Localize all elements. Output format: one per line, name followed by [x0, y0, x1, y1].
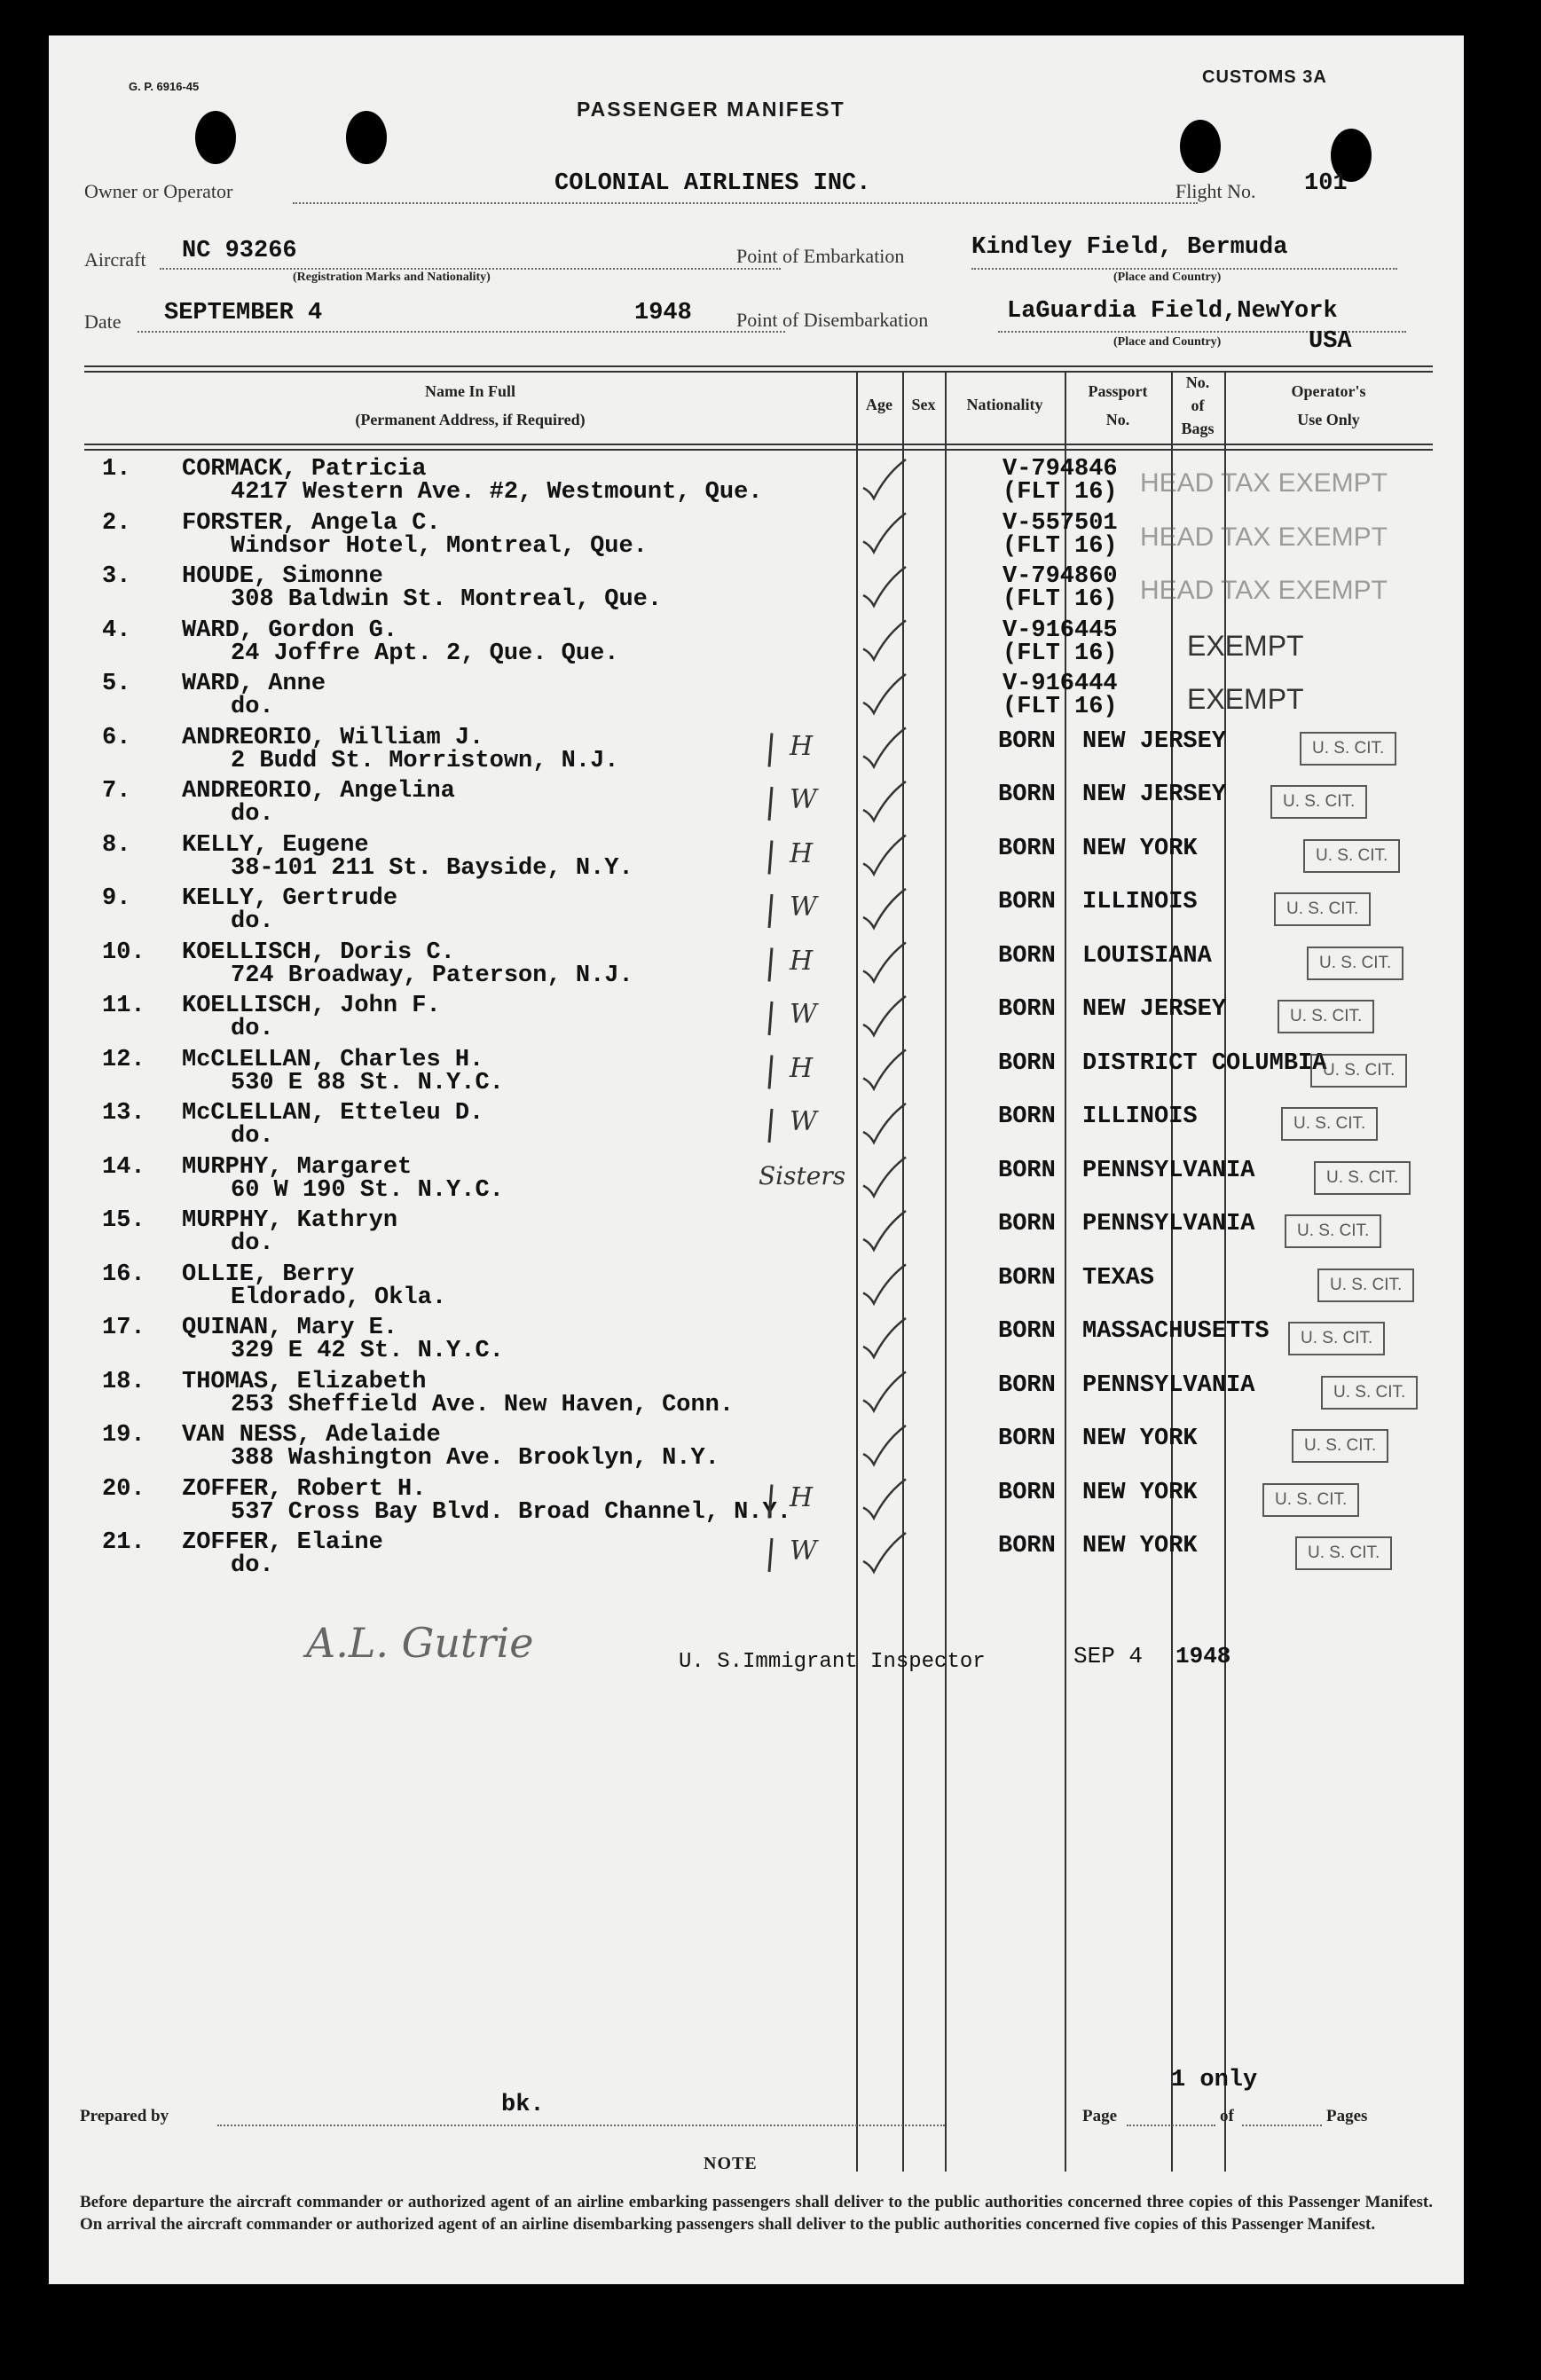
check-mark [863, 460, 906, 499]
row-number: 18. [102, 1368, 145, 1395]
passport-number: V-794846 [1002, 456, 1118, 483]
birthplace-value: ILLINOIS [1082, 1104, 1198, 1130]
check-mark [863, 514, 906, 553]
nationality-value: BORN [998, 996, 1056, 1023]
hand-stroke [769, 1485, 772, 1519]
passenger-address: do. [231, 1230, 274, 1257]
birthplace-value: NEW YORK [1082, 835, 1198, 862]
check-mark [863, 1372, 906, 1411]
owner-label: Owner or Operator [84, 180, 233, 202]
col-bags-line2: of [1191, 397, 1205, 414]
inspector-date: SEP 4 [1073, 1643, 1144, 1669]
note-text: Before departure the aircraft commander or authorized agent of an airline embarking passengers shall deliver to the public authorities concerned three copies of this Passenger Manifest. On arrival the aircraft commander or authorized agent of an airline disembarking passengers shall deliver to the public authorities concerned five copies of this Passenger Manifest. [80, 2193, 1433, 2234]
dotted-line [217, 2125, 945, 2126]
sex-mark: W [790, 999, 817, 1030]
birthplace-value: NEW YORK [1082, 1533, 1198, 1559]
row-number: 20. [102, 1475, 145, 1503]
nationality-value: BORN [998, 1371, 1056, 1399]
passenger-address: 537 Cross Bay Blvd. Broad Channel, N.Y. [231, 1498, 791, 1526]
check-mark [863, 1211, 906, 1250]
check-mark [863, 567, 906, 606]
passenger-name: THOMAS, Elizabeth [182, 1368, 427, 1395]
check-mark [863, 1533, 906, 1572]
nationality-value: BORN [998, 889, 1056, 915]
inspector-title: U. S.Immigrant Inspector [679, 1650, 986, 1674]
birthplace-value: LOUISIANA [1082, 942, 1212, 970]
passenger-name: ANDREORIO, William J. [182, 724, 484, 751]
sex-mark: W [790, 784, 817, 815]
check-mark [863, 943, 906, 982]
row-number: 4. [102, 617, 131, 644]
col-operator-title: Operator's [1291, 382, 1366, 400]
row-number: 16. [102, 1261, 145, 1288]
col-name-title: Name In Full [424, 382, 515, 400]
date-label: Date [84, 310, 122, 333]
page-note: 1 only [1171, 2067, 1258, 2093]
owner-value: COLONIAL AIRLINES INC. [554, 170, 871, 197]
passenger-address: do. [231, 908, 274, 935]
birthplace-value: PENNSYLVANIA [1082, 1371, 1255, 1399]
sex-mark: W [790, 1106, 817, 1137]
passenger-name: FORSTER, Angela C. [182, 509, 441, 537]
passenger-address: 253 Sheffield Ave. New Haven, Conn. [231, 1391, 735, 1418]
nationality-value: BORN [998, 1479, 1056, 1506]
passenger-name: KELLY, Gertrude [182, 885, 398, 912]
hand-stroke [769, 734, 772, 767]
check-mark [863, 836, 906, 875]
col-bags-line1: No. [1185, 373, 1210, 391]
row-number: 9. [102, 885, 131, 912]
passenger-address: 4217 Western Ave. #2, Westmount, Que. [231, 479, 763, 506]
check-mark [863, 1480, 906, 1519]
date-value: SEPTEMBER 4 [164, 300, 323, 326]
aircraft-label: Aircraft [84, 248, 146, 271]
nationality-value: BORN [998, 1264, 1056, 1292]
nationality-value: BORN [998, 1104, 1056, 1130]
operator-stamp: U. S. CIT. [1288, 1322, 1385, 1355]
passenger-name: WARD, Gordon G. [182, 617, 398, 644]
passenger-address: 38-101 211 St. Bayside, N.Y. [231, 854, 633, 882]
passenger-name: ZOFFER, Robert H. [182, 1475, 427, 1503]
check-mark [863, 674, 906, 713]
pages-label: Pages [1326, 2107, 1368, 2125]
nationality-value: BORN [998, 835, 1056, 862]
birthplace-value: PENNSYLVANIA [1082, 1211, 1255, 1237]
nationality-value: BORN [998, 1426, 1056, 1452]
check-mark [863, 621, 906, 660]
passenger-address: 724 Broadway, Paterson, N.J. [231, 962, 633, 989]
check-mark [863, 1158, 906, 1197]
check-mark [863, 889, 906, 928]
dotted-line [1127, 2125, 1215, 2126]
sex-mark: W [790, 892, 817, 923]
check-mark [863, 1265, 906, 1304]
operator-stamp: U. S. CIT. [1281, 1107, 1378, 1141]
sex-mark: W [790, 1536, 817, 1567]
nationality-value: BORN [998, 1318, 1056, 1345]
sex-mark: H [790, 837, 814, 869]
flight-label: Flight No. [1175, 180, 1256, 202]
col-bags-line3: Bags [1181, 420, 1215, 437]
dotted-line [1242, 2125, 1322, 2126]
nationality-value: BORN [998, 782, 1056, 808]
of-label: of [1220, 2107, 1234, 2125]
col-age-header: Age [866, 396, 892, 413]
passenger-name: McCLELLAN, Etteleu D. [182, 1100, 484, 1127]
passenger-name: CORMACK, Patricia [182, 456, 427, 483]
sex-mark: H [790, 1052, 814, 1084]
embark-label: Point of Embarkation [736, 245, 905, 267]
hand-stroke [769, 1538, 772, 1572]
passenger-address: 60 W 190 St. N.Y.C. [231, 1176, 504, 1204]
disembark-country: USA [1309, 328, 1352, 355]
check-mark [863, 728, 906, 767]
flight-ref: (FLT 16) [1002, 479, 1118, 506]
disembark-value: LaGuardia Field,NewYork [1007, 298, 1338, 325]
check-mark [863, 1426, 906, 1465]
passport-number: V-557501 [1002, 509, 1118, 537]
note-title: NOTE [704, 2154, 758, 2173]
handwritten-marks [49, 35, 1464, 2284]
flight-ref: (FLT 16) [1002, 586, 1118, 613]
birthplace-value: NEW JERSEY [1082, 727, 1227, 755]
operator-stamp: U. S. CIT. [1317, 1269, 1414, 1302]
passenger-address: do. [231, 1552, 274, 1579]
passenger-address: do. [231, 694, 274, 720]
col-passport-subtitle: No. [1105, 411, 1130, 428]
check-mark [863, 1104, 906, 1143]
hand-stroke [769, 1056, 772, 1089]
birthplace-value: MASSACHUSETTS [1082, 1318, 1270, 1345]
passenger-address: do. [231, 801, 274, 828]
passenger-name: ZOFFER, Elaine [182, 1529, 383, 1556]
row-number: 10. [102, 939, 145, 966]
nationality-value: BORN [998, 1049, 1056, 1077]
col-nationality-header: Nationality [966, 396, 1043, 413]
sex-mark: H [790, 1481, 814, 1513]
check-mark [863, 1318, 906, 1357]
row-number: 1. [102, 456, 131, 483]
flight-ref: (FLT 16) [1002, 532, 1118, 560]
row-number: 15. [102, 1207, 145, 1234]
col-name-subtitle: (Permanent Address, if Required) [355, 411, 586, 428]
row-number: 7. [102, 778, 131, 805]
birthplace-value: ILLINOIS [1082, 889, 1198, 915]
operator-stamp: U. S. CIT. [1314, 1161, 1411, 1195]
operator-stamp: HEAD TAX EXEMPT [1140, 468, 1388, 498]
passenger-address: 2 Budd St. Morristown, N.J. [231, 747, 619, 774]
nationality-value: BORN [998, 727, 1056, 755]
sex-mark: Sisters [759, 1160, 846, 1190]
col-passport-title: Passport [1088, 382, 1148, 400]
operator-stamp: U. S. CIT. [1303, 839, 1400, 873]
passenger-address: Windsor Hotel, Montreal, Que. [231, 532, 648, 560]
form-title: PASSENGER MANIFEST [577, 98, 845, 121]
birthplace-value: PENNSYLVANIA [1082, 1157, 1255, 1184]
operator-stamp: U. S. CIT. [1285, 1214, 1381, 1248]
hand-stroke [769, 841, 772, 875]
operator-stamp: U. S. CIT. [1278, 1000, 1374, 1033]
col-sex-header: Sex [911, 396, 936, 413]
row-number: 13. [102, 1100, 145, 1127]
operator-stamp: U. S. CIT. [1300, 732, 1396, 766]
aircraft-value: NC 93266 [182, 238, 297, 264]
manifest-page [49, 35, 1464, 2284]
row-number: 5. [102, 671, 131, 697]
operator-stamp: EXEMPT [1187, 683, 1304, 715]
passenger-name: QUINAN, Mary E. [182, 1315, 398, 1341]
nationality-value: BORN [998, 942, 1056, 970]
inspector-signature: A.L. Gutrie [306, 1619, 534, 1667]
embark-value: Kindley Field, Bermuda [971, 234, 1288, 261]
birthplace-value: NEW JERSEY [1082, 782, 1227, 808]
disembark-label: Point of Disembarkation [736, 309, 929, 331]
check-mark [863, 996, 906, 1035]
prepared-label: Prepared by [80, 2107, 169, 2125]
hand-stroke [769, 1001, 772, 1035]
passenger-name: McCLELLAN, Charles H. [182, 1046, 484, 1073]
col-operator-subtitle: Use Only [1297, 411, 1360, 428]
inspector-year: 1948 [1175, 1643, 1231, 1669]
check-mark [863, 1050, 906, 1089]
row-number: 21. [102, 1529, 145, 1556]
operator-stamp: U. S. CIT. [1274, 892, 1371, 926]
sex-mark: H [790, 730, 814, 762]
birthplace-value: NEW YORK [1082, 1426, 1198, 1452]
operator-stamp: U. S. CIT. [1270, 785, 1367, 819]
aircraft-sub: (Registration Marks and Nationality) [293, 271, 491, 284]
hand-stroke [769, 787, 772, 821]
row-number: 6. [102, 724, 131, 751]
passenger-name: KELLY, Eugene [182, 831, 369, 859]
operator-stamp: U. S. CIT. [1321, 1376, 1418, 1410]
row-number: 11. [102, 993, 145, 1019]
operator-stamp: EXEMPT [1187, 629, 1304, 662]
passenger-address: do. [231, 1016, 274, 1042]
flight-value: 101 [1304, 170, 1348, 197]
passenger-name: KOELLISCH, John F. [182, 993, 441, 1019]
operator-stamp: HEAD TAX EXEMPT [1140, 576, 1388, 605]
operator-stamp: U. S. CIT. [1307, 947, 1403, 980]
nationality-value: BORN [998, 1533, 1056, 1559]
page-label: Page [1082, 2107, 1118, 2125]
operator-stamp: HEAD TAX EXEMPT [1140, 522, 1388, 552]
passenger-name: ANDREORIO, Angelina [182, 778, 455, 805]
passport-number: V-794860 [1002, 563, 1118, 590]
form-number: G. P. 6916-45 [129, 80, 200, 93]
year-value: 1948 [634, 300, 692, 326]
nationality-value: BORN [998, 1211, 1056, 1237]
prepared-value: bk. [501, 2092, 545, 2118]
check-mark [863, 782, 906, 821]
hand-stroke [769, 1109, 772, 1143]
passenger-name: VAN NESS, Adelaide [182, 1422, 441, 1449]
row-number: 2. [102, 509, 131, 537]
hand-stroke [769, 894, 772, 928]
passport-number: V-916444 [1002, 671, 1118, 697]
operator-stamp: U. S. CIT. [1292, 1429, 1388, 1463]
birthplace-value: TEXAS [1082, 1264, 1155, 1292]
row-number: 12. [102, 1046, 145, 1073]
passenger-address: 24 Joffre Apt. 2, Que. Que. [231, 640, 619, 667]
form-designation: CUSTOMS 3A [1202, 67, 1327, 87]
operator-stamp: U. S. CIT. [1310, 1054, 1407, 1088]
row-number: 14. [102, 1153, 145, 1181]
passenger-address: 388 Washington Ave. Brooklyn, N.Y. [231, 1445, 719, 1472]
passenger-address: 329 E 42 St. N.Y.C. [231, 1338, 504, 1364]
nationality-value: BORN [998, 1157, 1056, 1184]
birthplace-value: NEW YORK [1082, 1479, 1198, 1506]
passenger-name: WARD, Anne [182, 671, 326, 697]
passenger-name: HOUDE, Simonne [182, 563, 383, 590]
passenger-address: Eldorado, Okla. [231, 1284, 447, 1311]
embark-sub: (Place and Country) [1113, 271, 1222, 284]
passport-number: V-916445 [1002, 617, 1118, 644]
flight-ref: (FLT 16) [1002, 694, 1118, 720]
passenger-name: MURPHY, Margaret [182, 1153, 413, 1181]
passenger-address: 308 Baldwin St. Montreal, Que. [231, 586, 663, 613]
passenger-name: KOELLISCH, Doris C. [182, 939, 455, 966]
sex-mark: H [790, 945, 814, 977]
birthplace-value: NEW JERSEY [1082, 996, 1227, 1023]
flight-ref: (FLT 16) [1002, 640, 1118, 667]
operator-stamp: U. S. CIT. [1262, 1483, 1359, 1517]
row-number: 19. [102, 1422, 145, 1449]
disembark-sub: (Place and Country) [1113, 335, 1222, 349]
row-number: 8. [102, 831, 131, 859]
passenger-name: OLLIE, Berry [182, 1261, 355, 1288]
row-number: 17. [102, 1315, 145, 1341]
birthplace-value: DISTRICT COLUMBIA [1082, 1049, 1327, 1077]
passenger-name: MURPHY, Kathryn [182, 1207, 398, 1234]
row-number: 3. [102, 563, 131, 590]
passenger-address: do. [231, 1123, 274, 1150]
passenger-address: 530 E 88 St. N.Y.C. [231, 1069, 504, 1096]
hand-stroke [769, 948, 772, 982]
operator-stamp: U. S. CIT. [1295, 1536, 1392, 1570]
